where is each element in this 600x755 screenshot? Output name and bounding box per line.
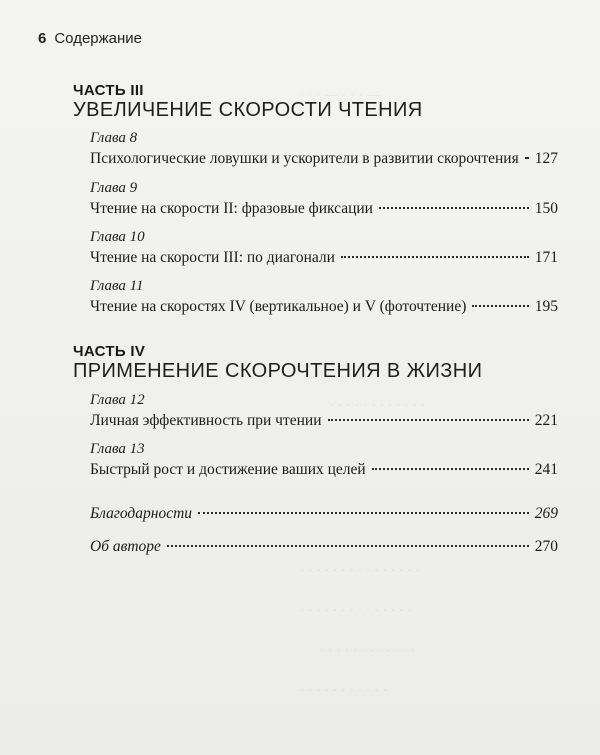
toc-entry[interactable] (90, 439, 558, 481)
chapter-number: Глава 8 (90, 130, 138, 146)
toc-entry-back-matter[interactable] (90, 536, 558, 558)
leader-dots (341, 255, 529, 258)
page-ref: 241 (534, 461, 558, 478)
chapter-number: Глава 13 (90, 441, 145, 457)
part-label: ЧАСТЬ IV (73, 343, 146, 360)
toc-entry[interactable] (90, 276, 558, 318)
chapter-title: Чтение на скорости III: по диагонали (90, 249, 335, 266)
chapter-number: Глава 9 (90, 180, 138, 196)
part-title: ПРИМЕНЕНИЕ СКОРОЧТЕНИЯ В ЖИЗНИ (73, 360, 483, 382)
toc-entry[interactable] (90, 227, 558, 269)
part-label: ЧАСТЬ III (73, 82, 144, 99)
page-ref: 171 (534, 249, 558, 266)
leader-dots (167, 544, 529, 547)
page-ref: 221 (534, 412, 558, 429)
page-ref: 270 (534, 538, 558, 555)
toc-entry[interactable] (90, 178, 558, 220)
back-matter-title: Об авторе (90, 538, 161, 555)
toc-entry[interactable] (90, 128, 558, 170)
chapter-title: Психологические ловушки и ускорители в развитии скорочтения (90, 150, 519, 167)
chapter-title: Чтение на скорости II: фразовые фиксации (90, 200, 373, 217)
leader-dots (372, 467, 529, 470)
chapter-title: Быстрый рост и достижение ваших целей (90, 461, 366, 478)
chapter-title: Личная эффективность при чтении (90, 412, 322, 429)
part-title: УВЕЛИЧЕНИЕ СКОРОСТИ ЧТЕНИЯ (73, 99, 423, 121)
page-number: 6 (38, 30, 47, 47)
leader-dots (525, 156, 529, 159)
leader-dots (472, 304, 528, 307)
chapter-number: Глава 10 (90, 229, 145, 245)
chapter-number: Глава 12 (90, 392, 145, 408)
page-ref: 269 (534, 505, 558, 522)
page-ref: 195 (534, 298, 558, 315)
running-head (38, 30, 142, 47)
page-ref: 127 (534, 150, 558, 167)
page-ref: 150 (534, 200, 558, 217)
chapter-title: Чтение на скоростях IV (вертикальное) и V (фоточтение) (90, 298, 467, 315)
running-head-title: Содержание (54, 30, 143, 47)
back-matter-title: Благодарности (90, 505, 193, 522)
chapter-number: Глава 11 (90, 278, 144, 294)
leader-dots (198, 511, 529, 514)
toc-entry[interactable] (90, 390, 558, 432)
leader-dots (328, 418, 529, 421)
leader-dots (379, 206, 529, 209)
book-page: — · · · — · · · . . . . . . . . . . . . . . . . . . . . . . . . . . . . . . . . . . . . . . . . . . . . . . . . . . . . . . . . . . . . . . . . 6 Содержание ЧАСТЬ III УВЕЛИЧЕНИЕ СКОРОСТИ ЧТЕНИЯ Глава 8 Психологические ловушки и ускорители в развитии скорочтения 127 Глава 9 Чтение на скорости II: фразовые фиксации 150 Глава 10 Чтение на скорости III: по диагонали 171 Глава 11 Чтение на скоростях IV (вертикальное) и V (фоточтение) 195 ЧАСТЬ IV ПРИМЕНЕНИЕ СКОРОЧТЕНИЯ В ЖИЗНИ Глава 12 Личная эффективность при чтении 221 Глава 13 Быстрый рост и достижение ваших целей 241 Благодарности 269 Об авторе 270 (0, 0, 600, 755)
toc-entry-back-matter[interactable] (90, 503, 558, 525)
